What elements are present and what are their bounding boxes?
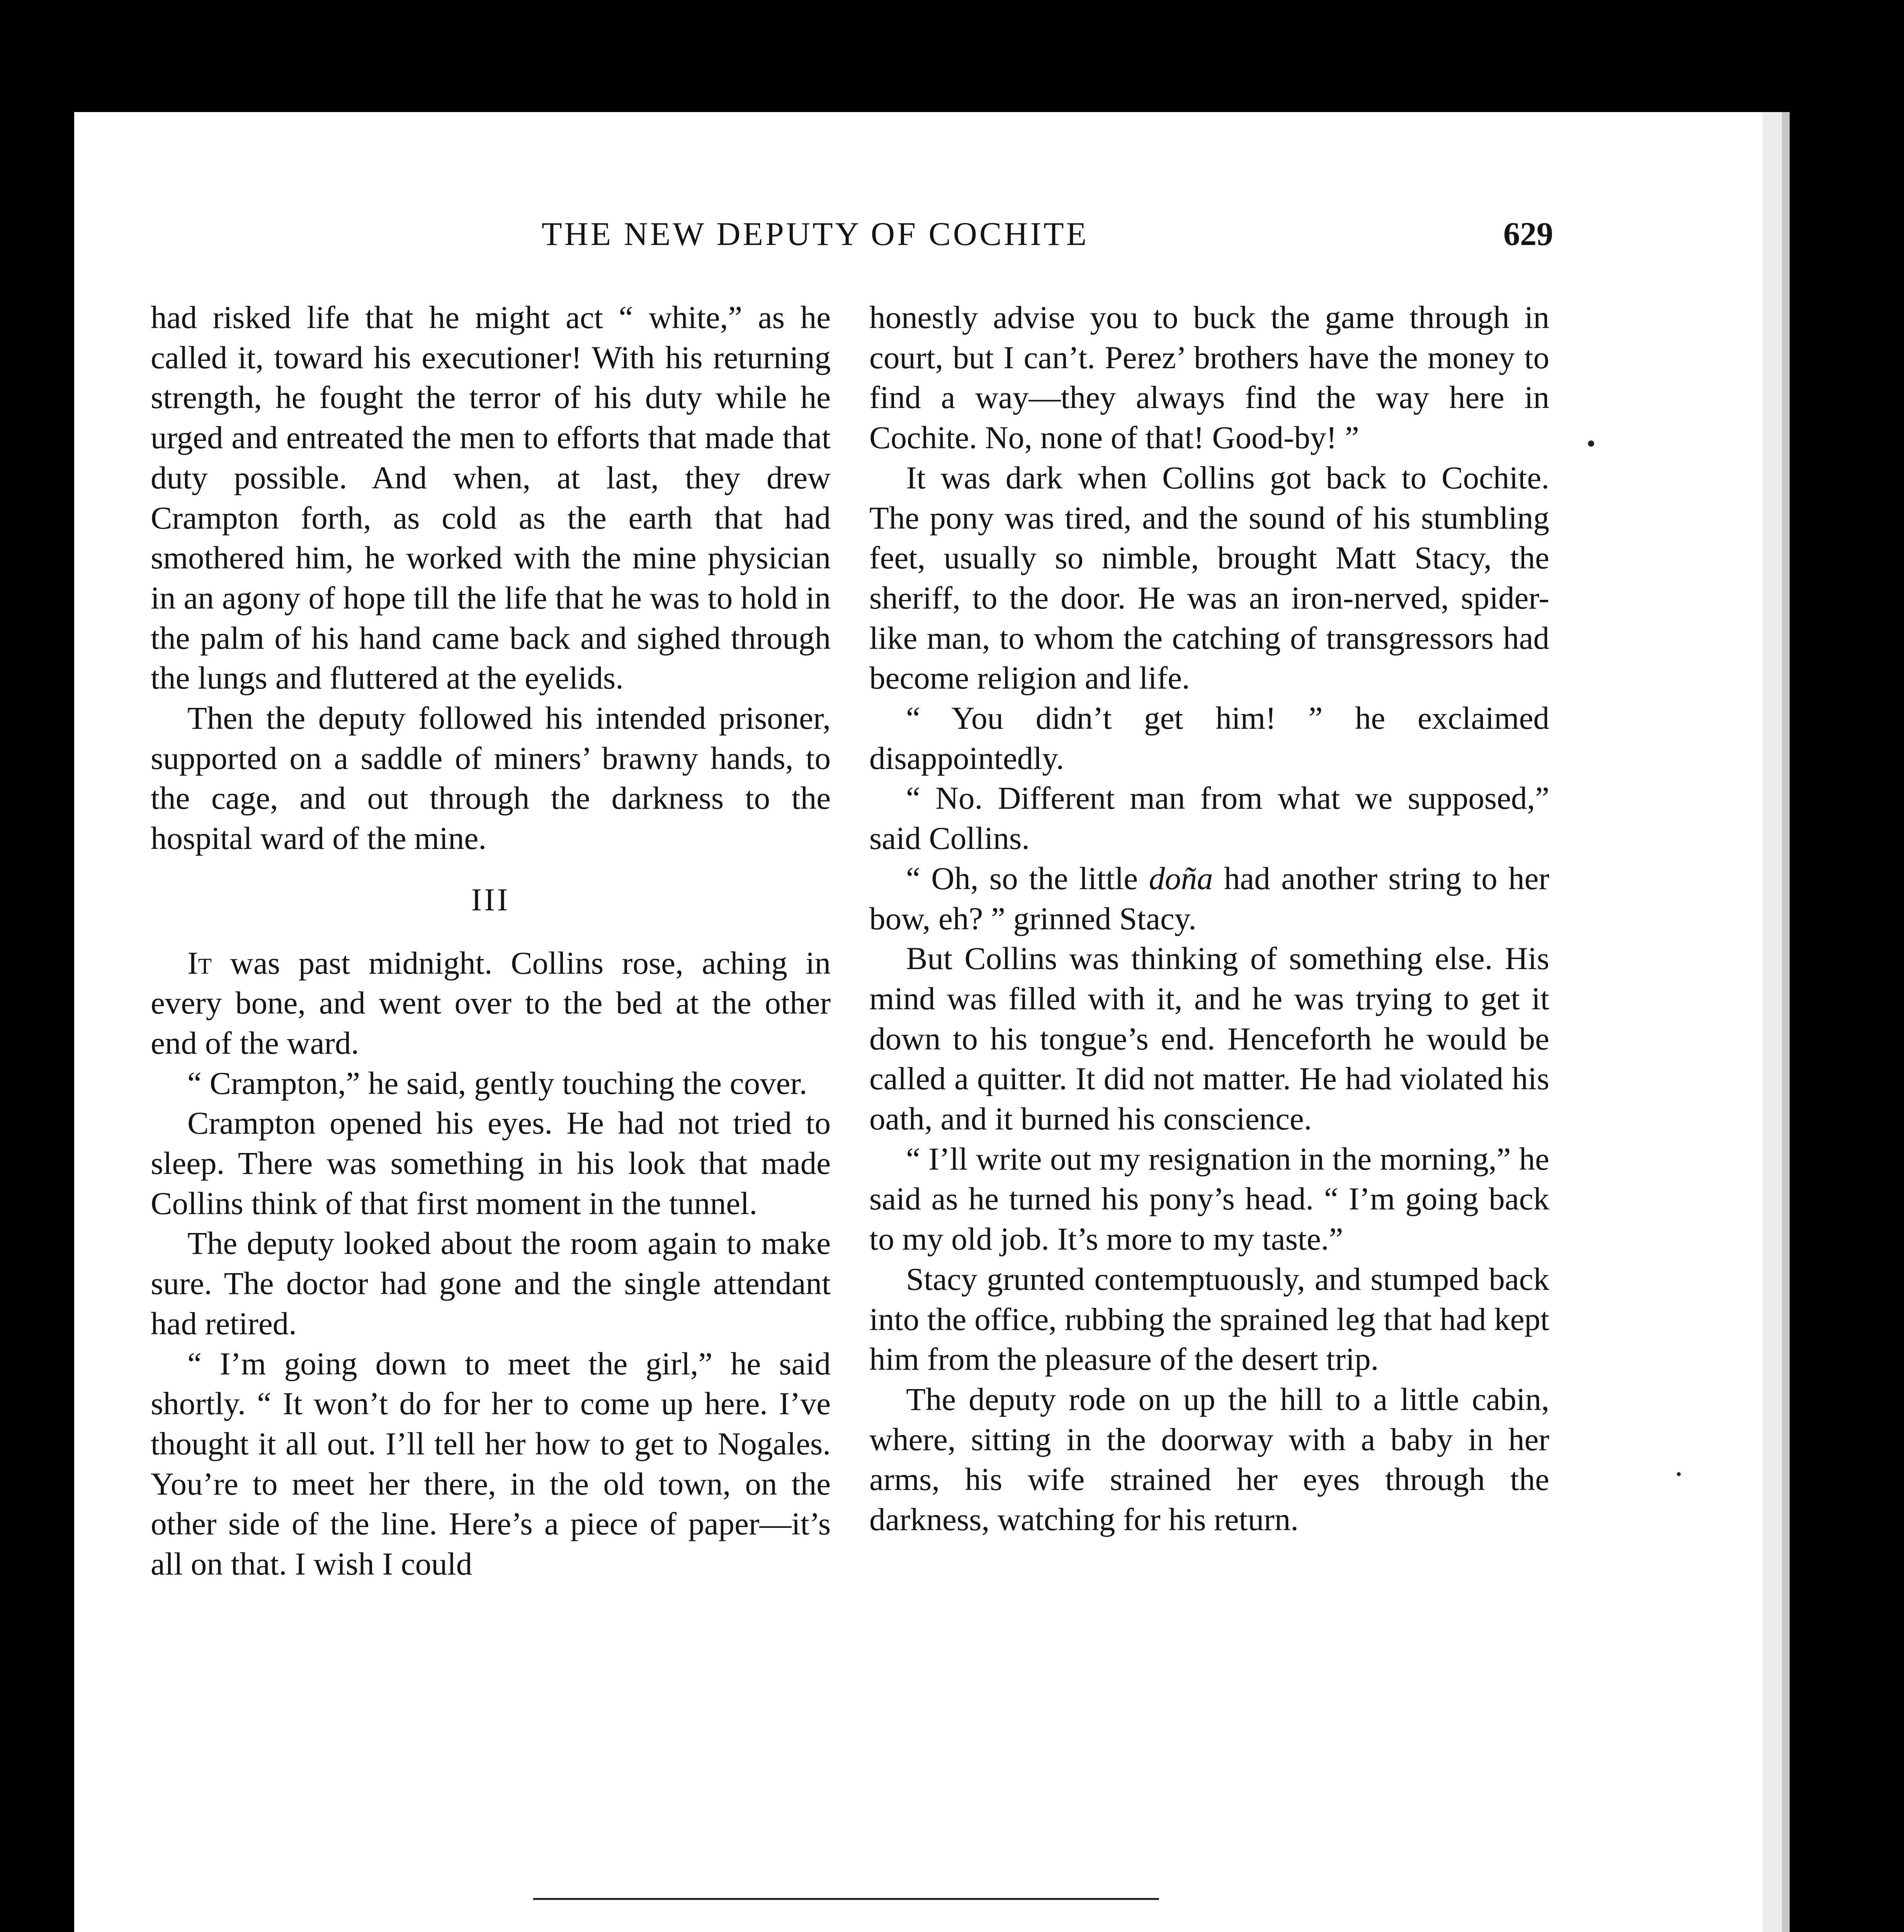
section-number: III	[471, 881, 510, 917]
italic-word: doña	[1149, 860, 1213, 896]
page-number: 629	[1503, 215, 1553, 252]
running-head: THE NEW DEPUTY OF COCHITE	[541, 215, 1089, 252]
paragraph: “ Crampton,” he said, gently touching the cover.	[187, 1065, 808, 1101]
paragraph: The deputy rode on up the hill to a little cabin, where, sitting in the doorway with a baby in her arms, his wife strained her eyes through the darkness, watching for his return.	[869, 1381, 1549, 1537]
paragraph: But Collins was thinking of something else. His mind was filled with it, and he was trying to get it down to his tongue’s end. Henceforth he would be called a quitter. It did not matter. He had violated his oath, and it burned his conscience.	[869, 940, 1549, 1137]
scan-speck	[1588, 440, 1594, 447]
left-column	[151, 298, 831, 1584]
paragraph: Crampton opened his eyes. He had not tried to sleep. There was something in his look that made Collins think of that first moment in the tunnel.	[151, 1105, 831, 1221]
paragraph: “ I’ll write out my resignation in the morning,” he said as he turned his pony’s head. “ I’m going back to my old job. It’s more to my taste.”	[869, 1141, 1549, 1257]
small-caps-lead: It	[187, 945, 212, 981]
paragraph	[151, 943, 831, 1063]
paragraph: It was dark when Collins got back to Cochite. The pony was tired, and the sound of his stumbling feet, usually so nimble, brought Matt Stacy, the sheriff, to the door. He was an iron-nerved, spider-like man, to whom the catching of transgressors had become religion and life.	[869, 459, 1549, 696]
scan-speck	[1677, 1472, 1681, 1476]
paragraph: “ You didn’t get him! ” he exclaimed disappointedly.	[869, 700, 1549, 776]
paragraph-text: was past midnight. Collins rose, aching in every bone, and went over to the bed at the other end of the ward.	[151, 945, 831, 1061]
paragraph: Then the deputy followed his intended prisoner, supported on a saddle of miners’ brawny hands, to the cage, and out through the darkness to the hospital ward of the mine.	[151, 700, 831, 856]
right-column	[869, 298, 1549, 1540]
paragraph-text: “ Oh, so the little	[906, 860, 1149, 896]
paragraph: honestly advise you to buck the game through in court, but I can’t. Perez’ brothers have the money to find a way—they always find the way here in Cochite. No, none of that! Good-by! ”	[869, 299, 1549, 456]
page-edge	[1763, 112, 1790, 1932]
paragraph-text: had another string to her bow, eh? ” grinned Stacy.	[869, 860, 1549, 936]
paragraph	[869, 859, 1549, 939]
paragraph: The deputy looked about the room again to make sure. The doctor had gone and the single attendant had retired.	[151, 1225, 831, 1341]
paragraph: “ I’m going down to meet the girl,” he said shortly. “ It won’t do for her to come up here. I’ve thought it all out. I’ll tell her how to get to Nogales. You’re to meet her there, in the old town, on the other side of the line. Here’s a piece of paper—it’s all on that. I wish I could	[151, 1345, 831, 1582]
paragraph: Stacy grunted contemptuously, and stumped back into the office, rubbing the sprained leg that had kept him from the pleasure of the desert trip.	[869, 1261, 1549, 1377]
section-divider	[533, 1898, 1159, 1900]
paragraph: “ No. Different man from what we supposed,” said Collins.	[869, 780, 1549, 856]
paragraph: had risked life that he might act “ white,” as he called it, toward his executioner! With his returning strength, he fought the terror of his duty while he urged and entreated the men to efforts that made that duty possible. And when, at last, they drew Crampton forth, as cold as the earth that had smothered him, he worked with the mine physician in an agony of hope till the life that he was to hold in the palm of his hand came back and sighed through the lungs and fluttered at the eyelids.	[151, 299, 831, 696]
